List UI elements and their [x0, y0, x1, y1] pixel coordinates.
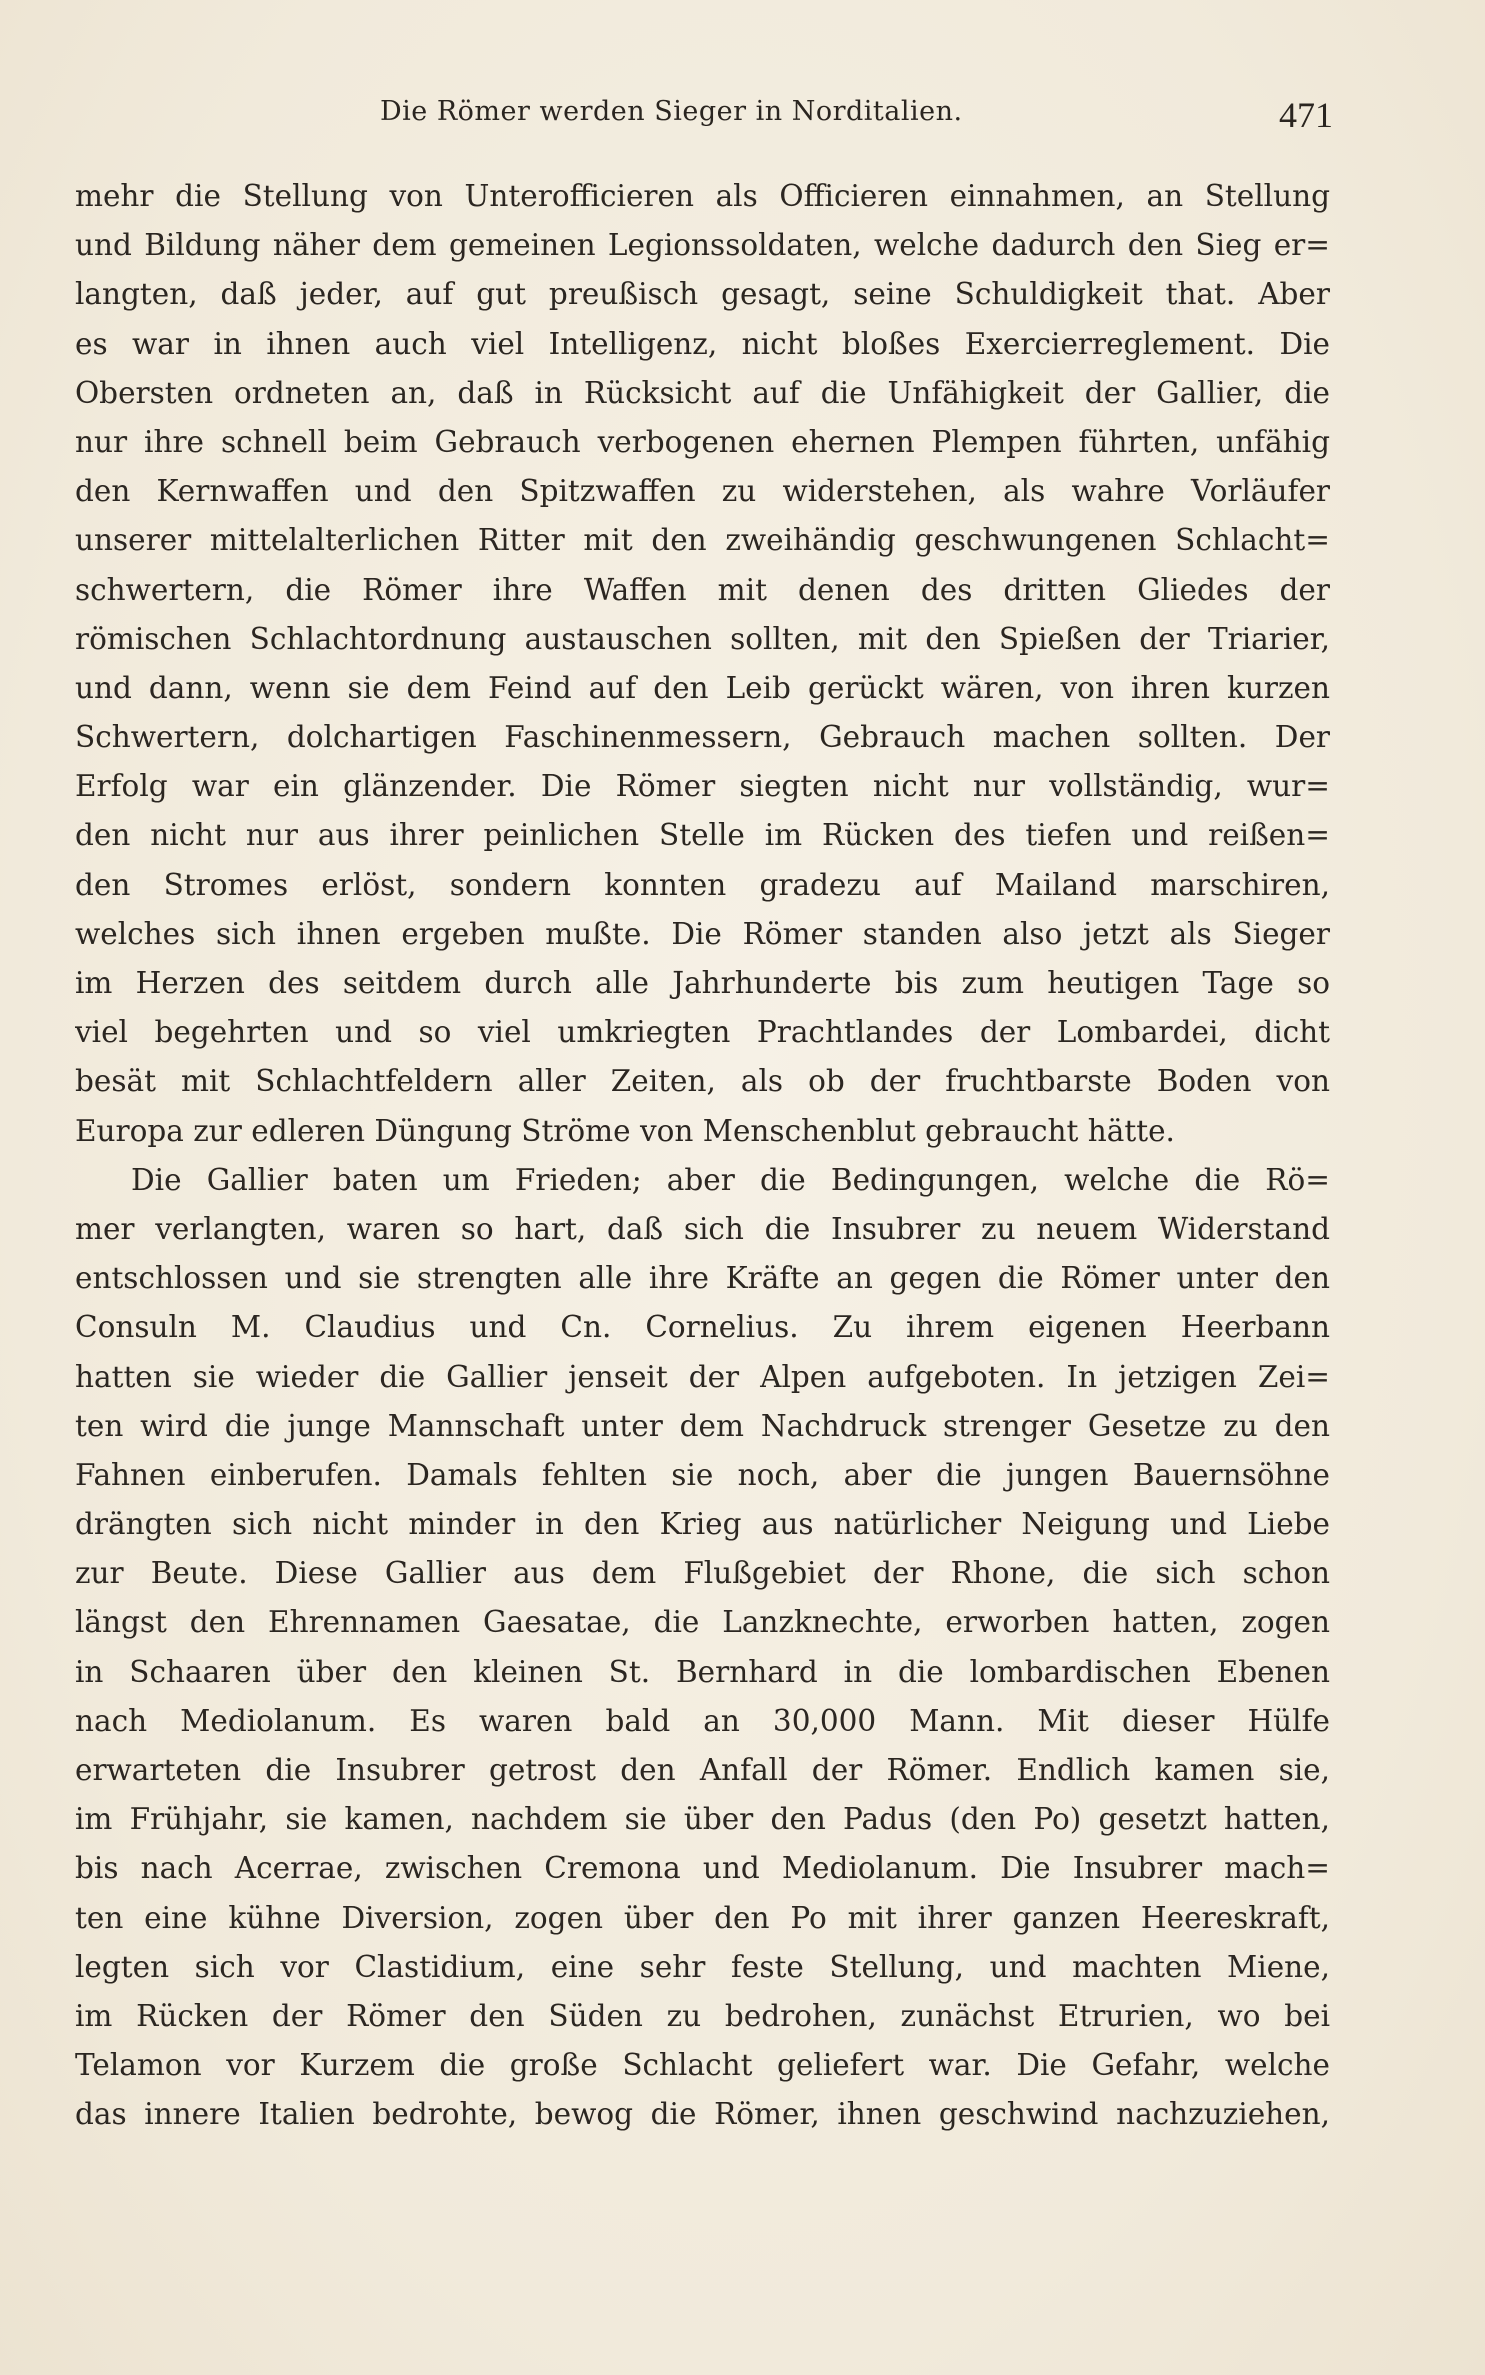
text-line: im Frühjahr, sie kamen, nachdem sie über den Padus (den Po) gesetzt hatten,	[75, 1802, 1330, 1837]
text-line: besät mit Schlachtfeldern aller Zeiten, als ob der fruchtbarste Boden von	[75, 1064, 1330, 1099]
text-line: erwarteten die Insubrer getrost den Anfall der Römer. Endlich kamen sie,	[75, 1753, 1330, 1787]
page-number: 471	[1279, 95, 1333, 135]
body-text	[75, 172, 1330, 2140]
text-line: römischen Schlachtordnung austauschen sollten, mit den Spießen der Triarier,	[75, 621, 1330, 656]
text-line: Consuln M. Claudius und Cn. Cornelius. Zu ihrem eigenen Heerbann	[75, 1310, 1330, 1345]
text-line: zur Beute. Diese Gallier aus dem Flußgebiet der Rhone, die sich schon	[75, 1556, 1330, 1591]
text-line: viel begehrten und so viel umkriegten Prachtlandes der Lombardei, dicht	[75, 1015, 1330, 1050]
text-line: im Herzen des seitdem durch alle Jahrhunderte bis zum heutigen Tage so	[75, 966, 1330, 1000]
text-line: langten, daß jeder, auf gut preußisch gesagt, seine Schuldigkeit that. Aber	[75, 277, 1330, 312]
text-line: entschlossen und sie strengten alle ihre Kräfte an gegen die Römer unter den	[75, 1261, 1330, 1296]
text-line: bis nach Acerrae, zwischen Cremona und Mediolanum. Die Insubrer mach=	[75, 1851, 1330, 1886]
text-line: ten wird die junge Mannschaft unter dem Nachdruck strenger Gesetze zu den	[75, 1408, 1330, 1443]
text-line: Telamon vor Kurzem die große Schlacht geliefert war. Die Gefahr, welche	[75, 2048, 1330, 2083]
text-line: mehr die Stellung von Unterofficieren als Officieren einnahmen, an Stellung	[75, 179, 1330, 213]
text-line: hatten sie wieder die Gallier jenseit der Alpen aufgeboten. In jetzigen Zei=	[75, 1359, 1330, 1394]
text-line: Erfolg war ein glänzender. Die Römer siegten nicht nur vollständig, wur=	[75, 769, 1330, 804]
text-line: es war in ihnen auch viel Intelligenz, nicht bloßes Exercierreglement. Die	[75, 326, 1330, 361]
text-line: legten sich vor Clastidium, eine sehr feste Stellung, und machten Miene,	[75, 1949, 1330, 1984]
text-line: Europa zur edleren Düngung Ströme von Menschenblut gebraucht hätte.	[75, 1113, 1175, 1148]
text-line: nur ihre schnell beim Gebrauch verbogenen ehernen Plempen führten, unfähig	[75, 424, 1330, 459]
running-title: Die Römer werden Sieger in Norditalien.	[380, 96, 963, 127]
text-line: in Schaaren über den kleinen St. Bernhard in die lombardischen Ebenen	[75, 1654, 1330, 1689]
text-line: und dann, wenn sie dem Feind auf den Leib gerückt wären, von ihren kurzen	[75, 670, 1330, 705]
text-line: Fahnen einberufen. Damals fehlten sie noch, aber die jungen Bauernsöhne	[75, 1457, 1330, 1492]
text-line: Obersten ordneten an, daß in Rücksicht auf die Unfähigkeit der Gallier, die	[75, 375, 1330, 410]
text-line: den nicht nur aus ihrer peinlichen Stelle im Rücken des tiefen und reißen=	[75, 818, 1330, 853]
text-line: längst den Ehrennamen Gaesatae, die Lanzknechte, erworben hatten, zogen	[75, 1605, 1330, 1640]
text-line: ten eine kühne Diversion, zogen über den Po mit ihrer ganzen Heereskraft,	[75, 1900, 1330, 1935]
text-line: schwertern, die Römer ihre Waffen mit denen des dritten Gliedes der	[75, 572, 1330, 607]
text-line: den Kernwaffen und den Spitzwaffen zu widerstehen, als wahre Vorläufer	[75, 474, 1330, 509]
text-line: Schwertern, dolchartigen Faschinenmessern, Gebrauch machen sollten. Der	[75, 720, 1330, 755]
text-line: nach Mediolanum. Es waren bald an 30,000 Mann. Mit dieser Hülfe	[75, 1703, 1330, 1738]
text-line: den Stromes erlöst, sondern konnten gradezu auf Mailand marschiren,	[75, 867, 1330, 902]
text-line: mer verlangten, waren so hart, daß sich die Insubrer zu neuem Widerstand	[75, 1211, 1330, 1246]
text-line: Die Gallier baten um Frieden; aber die Bedingungen, welche die Rö=	[131, 1162, 1330, 1197]
text-line: welches sich ihnen ergeben mußte. Die Römer standen also jetzt als Sieger	[75, 916, 1330, 951]
text-line: das innere Italien bedrohte, bewog die Römer, ihnen geschwind nachzuziehen,	[75, 2097, 1330, 2132]
text-line: und Bildung näher dem gemeinen Legionssoldaten, welche dadurch den Sieg er=	[75, 228, 1330, 263]
text-line: drängten sich nicht minder in den Krieg aus natürlicher Neigung und Liebe	[75, 1507, 1330, 1542]
text-line: im Rücken der Römer den Süden zu bedrohen, zunächst Etrurien, wo bei	[75, 1998, 1330, 2033]
text-line: unserer mittelalterlichen Ritter mit den zweihändig geschwungenen Schlacht=	[75, 523, 1330, 558]
